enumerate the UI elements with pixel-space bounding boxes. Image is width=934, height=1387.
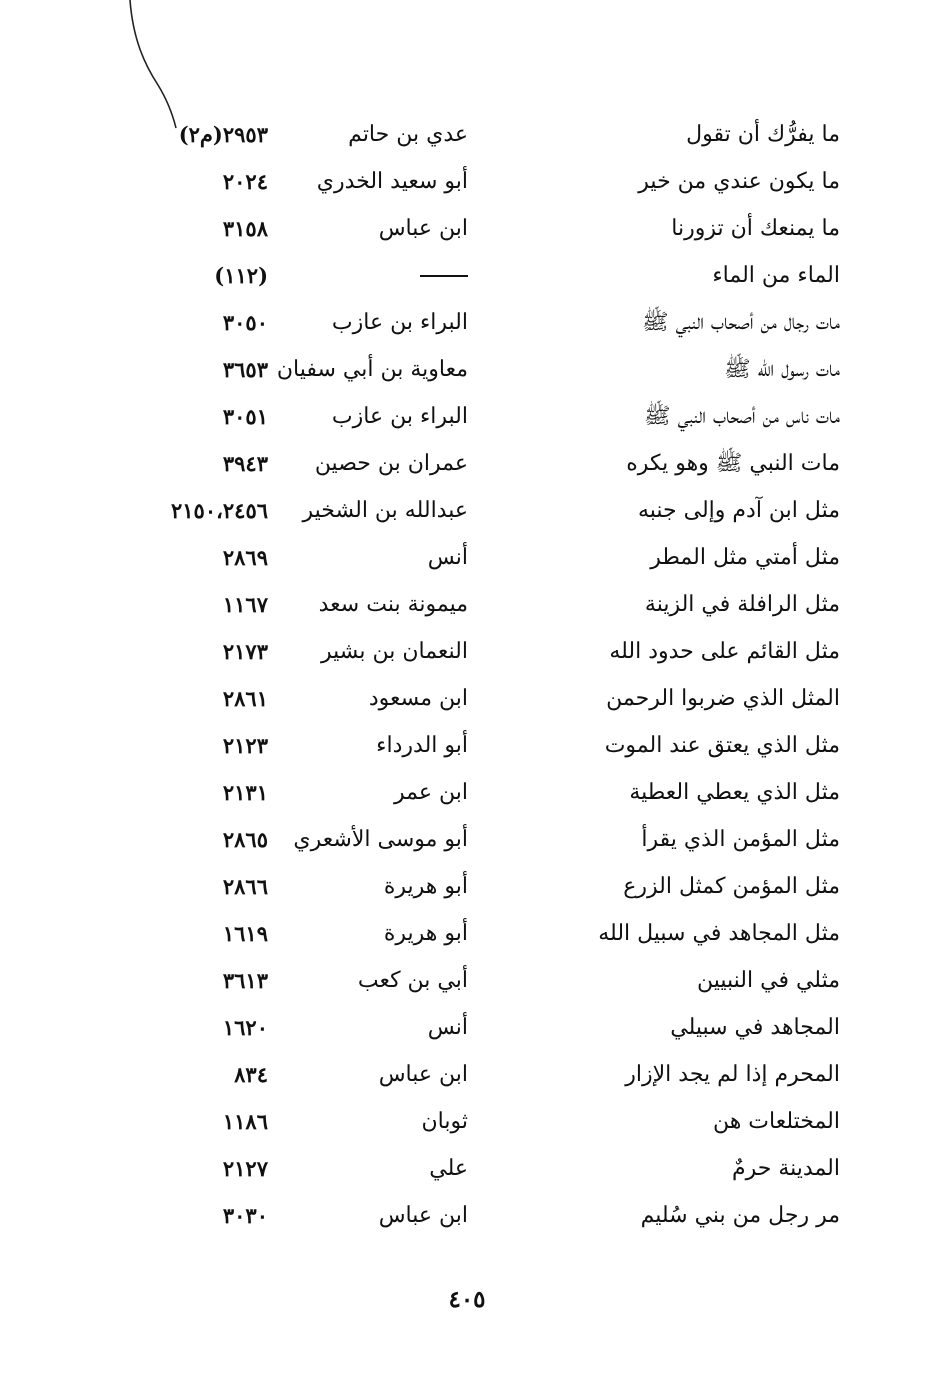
index-row xyxy=(130,817,842,864)
narrator-name: البراء بن عازب xyxy=(331,310,468,335)
narrator-name: أنس xyxy=(427,545,468,570)
narrator-name: أبي بن كعب xyxy=(357,968,468,993)
hadith-number: (١١٢) xyxy=(214,263,268,288)
page-number: ٤٠٥ xyxy=(448,1286,486,1313)
index-row xyxy=(130,300,842,347)
hadith-opening-phrase: مات رجال من أصحاب النبي ﷺ xyxy=(642,310,840,335)
narrator-name: أبو موسى الأشعري xyxy=(293,827,468,852)
narrator-name: أبو سعيد الخدري xyxy=(316,169,468,194)
index-row xyxy=(130,1005,842,1052)
hadith-number: ٣٩٤٣ xyxy=(222,451,268,476)
hadith-opening-phrase: مثل المؤمن الذي يقرأ xyxy=(641,827,840,852)
index-row xyxy=(130,441,842,488)
narrator-name: ابن عباس xyxy=(378,1062,468,1087)
hadith-number: ١٦٢٠ xyxy=(222,1015,268,1040)
index-row xyxy=(130,488,842,535)
hadith-number: ٣٠٣٠ xyxy=(222,1203,268,1228)
hadith-opening-phrase: ما يكون عندي من خير xyxy=(638,169,840,194)
hadith-opening-phrase: ما يمنعك أن تزورنا xyxy=(671,216,840,241)
narrator-name: عدي بن حاتم xyxy=(348,122,468,147)
index-row xyxy=(130,206,842,253)
narrator-name: ابن عباس xyxy=(378,216,468,241)
index-row xyxy=(130,253,842,300)
hadith-number: ٢١٥٠،٢٤٥٦ xyxy=(170,498,268,523)
hadith-number: ١١٦٧ xyxy=(222,592,268,617)
hadith-opening-phrase: مات رسول الله ﷺ xyxy=(724,357,840,382)
index-row xyxy=(130,1099,842,1146)
hadith-opening-phrase: مثل القائم على حدود الله xyxy=(609,639,840,664)
narrator-name: ثوبان xyxy=(421,1109,468,1134)
index-row xyxy=(130,394,842,441)
hadith-number: ٣٦٥٣ xyxy=(222,357,268,382)
hadith-opening-phrase: ما يفرُّك أن تقول xyxy=(686,122,840,147)
narrator-name: عمران بن حصين xyxy=(314,451,468,476)
index-row xyxy=(130,1146,842,1193)
index-row xyxy=(130,535,842,582)
index-row xyxy=(130,958,842,1005)
hadith-index-table xyxy=(130,112,842,1240)
index-row xyxy=(130,1052,842,1099)
narrator-name: أنس xyxy=(427,1015,468,1040)
hadith-number: ٣٦١٣ xyxy=(222,968,268,993)
index-row xyxy=(130,159,842,206)
hadith-number: ٢٠٢٤ xyxy=(222,169,268,194)
hadith-number: ٢١٣١ xyxy=(222,780,268,805)
narrator-name: البراء بن عازب xyxy=(331,404,468,429)
hadith-opening-phrase: المجاهد في سبيلي xyxy=(670,1015,840,1040)
hadith-opening-phrase: المدينة حرمٌ xyxy=(732,1156,840,1181)
hadith-opening-phrase: مثل ابن آدم وإلى جنبه xyxy=(637,498,840,523)
hadith-number: ٢٨٦٥ xyxy=(222,827,268,852)
narrator-name: أبو الدرداء xyxy=(376,733,468,758)
hadith-opening-phrase: الماء من الماء xyxy=(712,263,840,288)
narrator-name: أبو هريرة xyxy=(383,921,468,946)
hadith-opening-phrase: المحرم إذا لم يجد الإزار xyxy=(625,1062,840,1087)
hadith-opening-phrase: المثل الذي ضربوا الرحمن xyxy=(606,686,840,711)
hadith-number: ٣١٥٨ xyxy=(222,216,268,241)
index-row xyxy=(130,911,842,958)
hadith-number: ٢١٢٧ xyxy=(222,1156,268,1181)
hadith-opening-phrase: مثل المجاهد في سبيل الله xyxy=(598,921,840,946)
narrator-name: ابن مسعود xyxy=(368,686,468,711)
narrator-name: علي xyxy=(429,1156,468,1181)
narrator-dash xyxy=(420,261,468,291)
hadith-number: ٢٨٦٦ xyxy=(222,874,268,899)
narrator-name: معاوية بن أبي سفيان xyxy=(276,357,468,382)
index-row xyxy=(130,347,842,394)
index-row xyxy=(130,676,842,723)
narrator-name: النعمان بن بشير xyxy=(320,639,468,664)
hadith-number: ٣٠٥١ xyxy=(222,404,268,429)
narrator-name: ابن عباس xyxy=(378,1203,468,1228)
hadith-opening-phrase: المختلعات هن xyxy=(712,1109,840,1134)
hadith-opening-phrase: مات النبي ﷺ وهو يكره xyxy=(626,451,840,476)
hadith-opening-phrase: مات ناس من أصحاب النبي ﷺ xyxy=(644,404,840,429)
index-row xyxy=(130,629,842,676)
hadith-opening-phrase: مر رجل من بني سُليم xyxy=(640,1203,840,1228)
index-row xyxy=(130,1193,842,1240)
index-row xyxy=(130,582,842,629)
narrator-name: عبدالله بن الشخير xyxy=(302,498,468,523)
hadith-opening-phrase: مثل الذي يعطي العطية xyxy=(629,780,840,805)
hadith-opening-phrase: مثلي في النبيين xyxy=(697,968,840,993)
hadith-number: ١٦١٩ xyxy=(222,921,268,946)
hadith-opening-phrase: مثل الرافلة في الزينة xyxy=(644,592,840,617)
hadith-number: ٨٣٤ xyxy=(234,1062,268,1087)
hadith-number: ٢١٧٣ xyxy=(222,639,268,664)
hadith-number: ٢٩٥٣(م٢) xyxy=(178,122,268,147)
hadith-number: ٢٨٦٩ xyxy=(222,545,268,570)
hadith-number: ٢٨٦١ xyxy=(222,686,268,711)
narrator-name: ابن عمر xyxy=(394,780,468,805)
hadith-number: ١١٨٦ xyxy=(222,1109,268,1134)
hadith-number: ٣٠٥٠ xyxy=(222,310,268,335)
index-row xyxy=(130,723,842,770)
hadith-opening-phrase: مثل المؤمن كمثل الزرع xyxy=(623,874,840,899)
hadith-opening-phrase: مثل أمتي مثل المطر xyxy=(650,545,840,570)
index-row xyxy=(130,864,842,911)
narrator-name: أبو هريرة xyxy=(383,874,468,899)
narrator-name: ميمونة بنت سعد xyxy=(318,592,468,617)
dash-line xyxy=(420,275,468,277)
hadith-opening-phrase: مثل الذي يعتق عند الموت xyxy=(604,733,840,758)
index-row xyxy=(130,112,842,159)
index-row xyxy=(130,770,842,817)
hadith-number: ٢١٢٣ xyxy=(222,733,268,758)
